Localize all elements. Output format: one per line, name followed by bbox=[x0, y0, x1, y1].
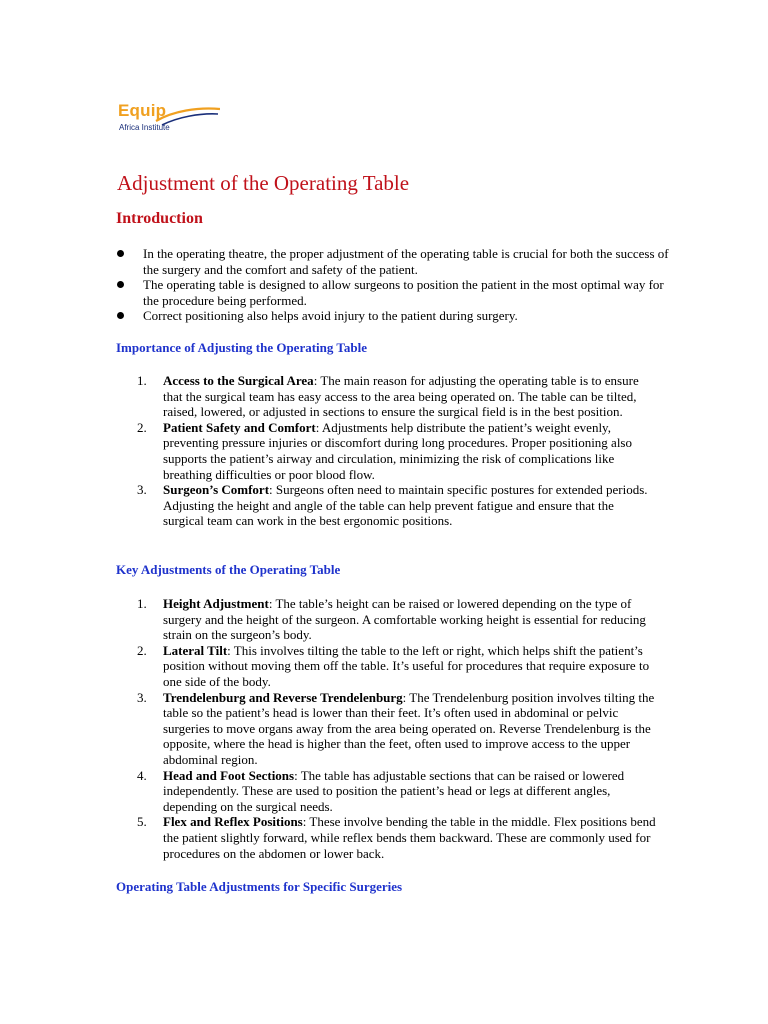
list-item: 3. Surgeon’s Comfort: Surgeons often need to maintain specific postures for extended periods. Adjusting the height and angle of the table can help prevent fatigue and ensure that the surgical team can work in the best ergonomic positions. bbox=[137, 482, 648, 529]
logo-subtitle: Africa Institute bbox=[119, 123, 170, 132]
page-title: Adjustment of the Operating Table bbox=[117, 171, 410, 195]
bullet-icon bbox=[117, 281, 124, 288]
bullet-icon bbox=[117, 312, 124, 319]
item-term: Head and Foot Sections bbox=[163, 767, 295, 783]
item-term: Access to the Surgical Area bbox=[163, 373, 314, 388]
list-item: Correct positioning also helps avoid injury to the patient during surgery. bbox=[117, 308, 677, 324]
list-item: The operating table is designed to allow surgeons to position the patient in the most optimal way for the procedure being performed. bbox=[117, 277, 677, 308]
item-term: Trendelenburg and Reverse Trendelenburg bbox=[163, 689, 403, 705]
introduction-heading: Introduction bbox=[116, 210, 203, 227]
introduction-list bbox=[117, 246, 677, 324]
logo-word: Equip bbox=[118, 101, 167, 120]
list-item: 1. Access to the Surgical Area: The main reason for adjusting the operating table is to ensure that the surgical team has easy access to the area being operated on. The table can be tilted, raised, lowered, or adjusted in sections to ensure the surgical field is in the best position. bbox=[137, 373, 639, 420]
list-item: 2. Lateral Tilt: This involves tilting the table to the left or right, which helps shift the patient’s position without moving them off the table. It’s useful for procedures that require exposure to one side of the body. bbox=[137, 642, 650, 689]
list-item: 4. Head and Foot Sections: The table has adjustable sections that can be raised or lowered independently. These are used to position the patient’s head or legs at different angles, depending on the surgical needs. bbox=[137, 767, 625, 814]
specific-surgeries-heading: Operating Table Adjustments for Specific Surgeries bbox=[116, 879, 403, 894]
item-term: Flex and Reflex Positions bbox=[163, 814, 303, 830]
list-item: 2. Patient Safety and Comfort: Adjustments help distribute the patient’s weight evenly, preventing pressure injuries or discomfort during long procedures. Proper positioning also supports the patient’s airway and circulation, minimizing the risk of complications like breathing difficulties or poor blood flow. bbox=[137, 419, 632, 482]
key-adjustments-list bbox=[137, 596, 657, 861]
bullet-icon bbox=[117, 250, 124, 257]
list-item: 3. Trendelenburg and Reverse Trendelenburg: The Trendelenburg position involves tilting the table so the patient’s head is lower than their feet. It’s often used in abdominal or pelvic surgeries to move organs away from the area being operated on. Reverse Trendelenburg is the opposite, where the head is higher than the feet, often used to improve access to the upper abdominal region. bbox=[137, 689, 655, 767]
key-adjustments-heading: Key Adjustments of the Operating Table bbox=[116, 562, 341, 577]
importance-heading: Importance of Adjusting the Operating Table bbox=[116, 340, 367, 355]
item-term: Height Adjustment bbox=[163, 596, 269, 611]
importance-list bbox=[137, 373, 657, 529]
equip-africa-institute-logo bbox=[118, 101, 218, 137]
list-item: 5. Flex and Reflex Positions: These involve bending the table in the middle. Flex positions bend the patient slightly forward, while reflex bends them backward. These are commonly used for procedures on the abdomen or lower back. bbox=[137, 814, 656, 861]
item-term: Lateral Tilt bbox=[163, 642, 228, 658]
list-item: In the operating theatre, the proper adjustment of the operating table is crucial for both the success of the surgery and the comfort and safety of the patient. bbox=[117, 246, 677, 277]
item-term: Surgeon’s Comfort bbox=[163, 482, 270, 498]
item-term: Patient Safety and Comfort bbox=[163, 419, 316, 435]
list-item: 1. Height Adjustment: The table’s height can be raised or lowered depending on the type of surgery and the height of the surgeon. A comfortable working height is essential for reducing strain on the surgeon’s body. bbox=[137, 596, 646, 643]
